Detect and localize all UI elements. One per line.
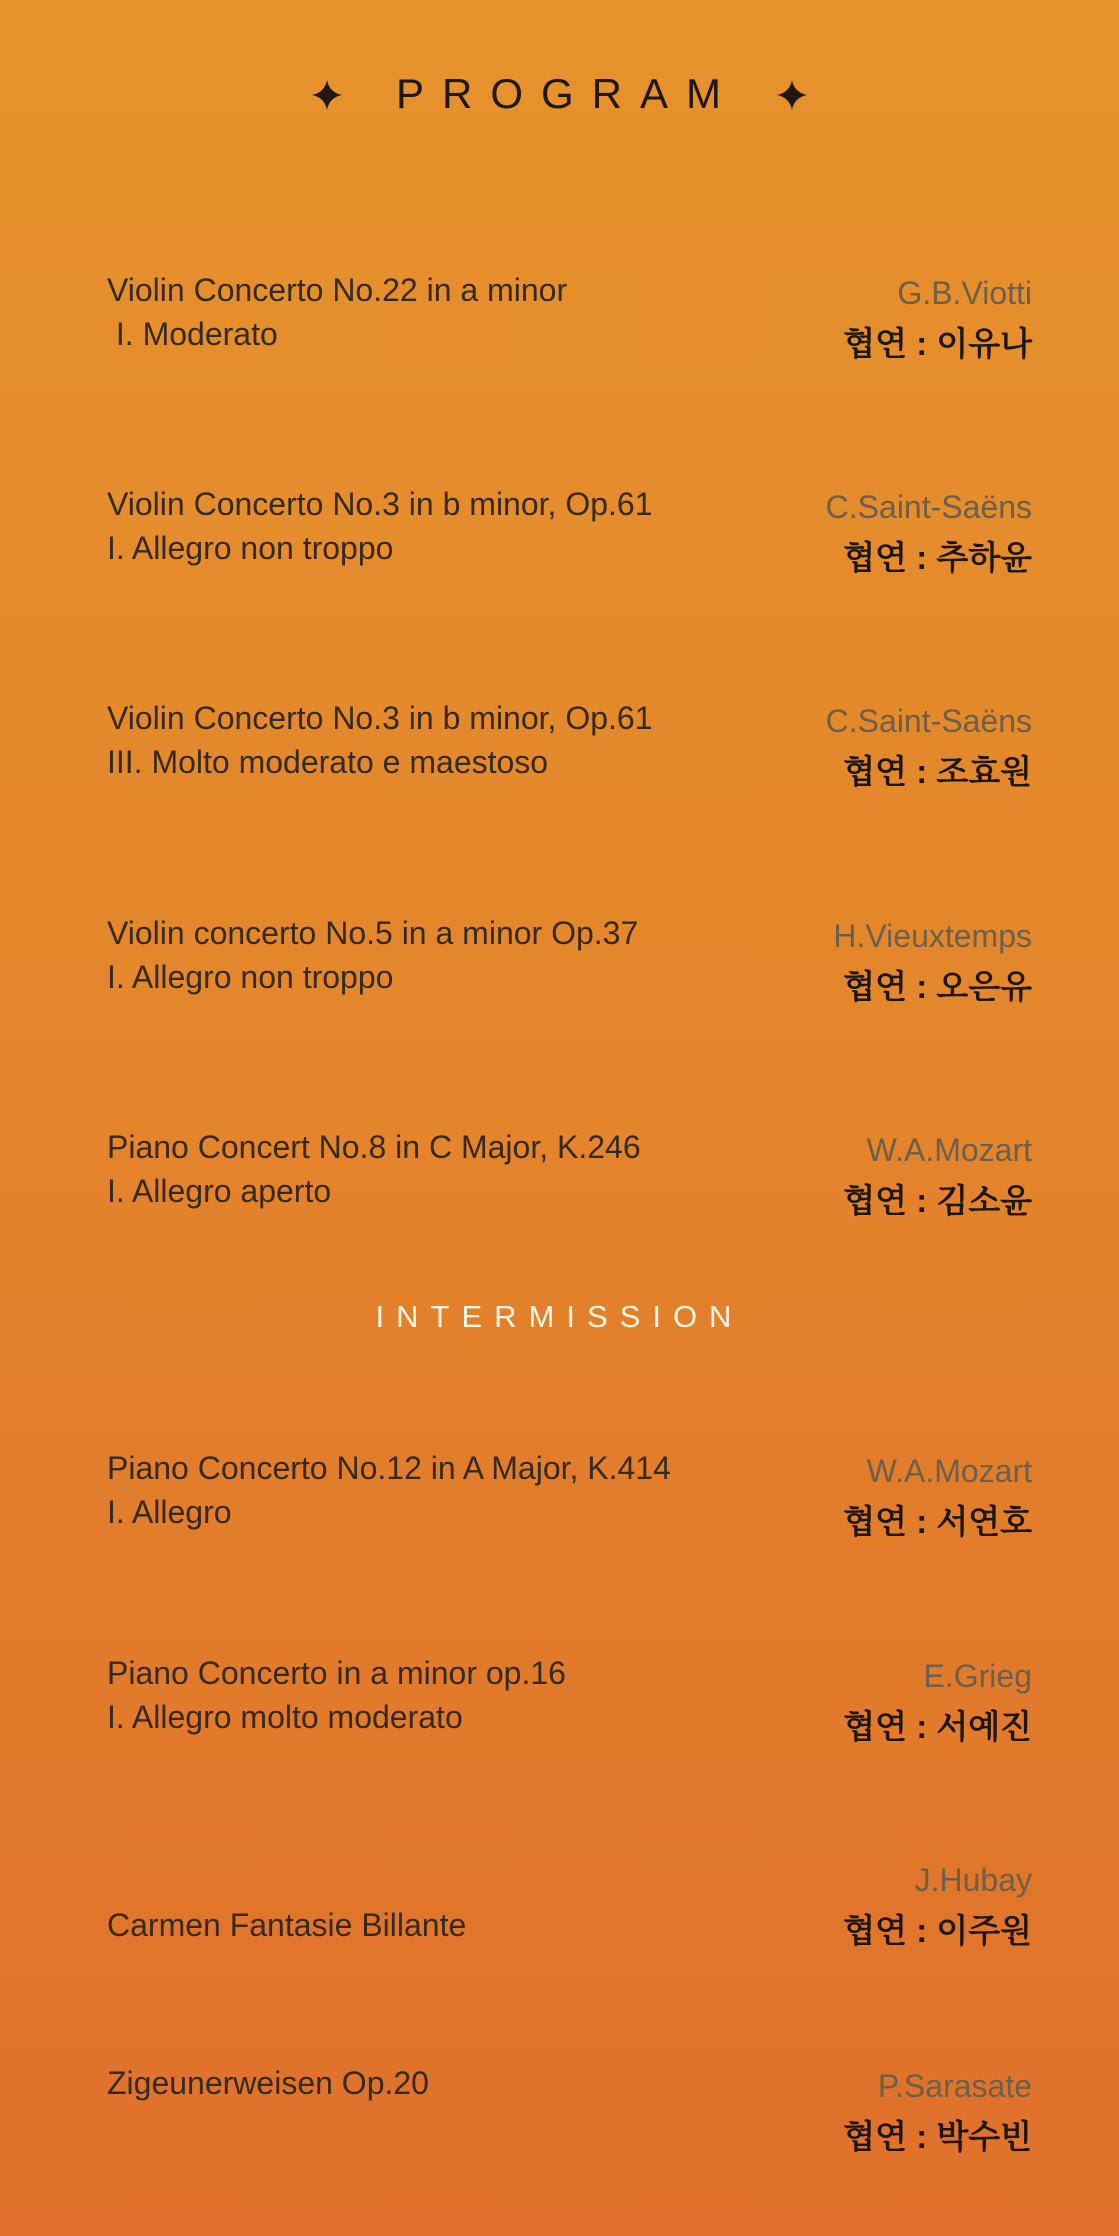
performer-name: 협연 : 이유나 [843,325,1032,362]
artist-info [732,696,1032,798]
composer-name: C.Saint-Saëns [825,489,1032,525]
performer-name: 협연 : 추하윤 [843,539,1032,576]
piece-info [107,268,787,356]
piece-info [107,1651,787,1739]
composer-name: G.B.Viotti [897,275,1032,311]
composer-name: W.A.Mozart [866,1453,1032,1489]
composer-name: P.Sarasate [877,2068,1032,2104]
piece-title: Violin Concerto No.3 in b minor, Op.61 [107,700,653,736]
artist-info [732,268,1032,370]
program-header [0,70,1119,115]
composer-name: C.Saint-Saëns [825,703,1032,739]
piece-movement: I. Allegro non troppo [107,959,394,995]
composer-name: E.Grieg [923,1658,1032,1694]
artist-info [732,1446,1032,1548]
piece-movement: I. Allegro molto moderato [107,1699,463,1735]
composer-name: W.A.Mozart [866,1132,1032,1168]
piece-info [107,482,787,570]
piece-title: Zigeunerweisen Op.20 [107,2065,429,2101]
sparkle-icon [777,75,807,105]
performer-name: 협연 : 이주원 [843,1912,1032,1949]
piece-movement: I. Allegro non troppo [107,530,394,566]
composer-name: H.Vieuxtemps [833,918,1032,954]
performer-name: 협연 : 조효원 [843,753,1032,790]
artist-info [732,2061,1032,2163]
piece-movement: I. Allegro [107,1494,232,1530]
piece-title: Violin concerto No.5 in a minor Op.37 [107,915,639,951]
performer-name: 협연 : 박수빈 [843,2118,1032,2155]
piece-info [107,1125,787,1213]
piece-movement: III. Molto moderato e maestoso [107,744,549,780]
piece-info [107,696,787,784]
piece-info [107,911,787,999]
performer-name: 협연 : 서예진 [843,1708,1032,1745]
piece-info [107,1903,787,1947]
sparkle-icon [312,75,342,105]
intermission-heading: INTERMISSION [375,1299,744,1334]
piece-movement: I. Moderato [107,316,278,352]
piece-info [107,2061,787,2105]
piece-title: Violin Concerto No.3 in b minor, Op.61 [107,486,653,522]
page-title: PROGRAM [395,69,739,117]
piece-movement: I. Allegro aperto [107,1173,332,1209]
piece-info [107,1446,787,1534]
performer-name: 협연 : 오은유 [843,968,1032,1005]
artist-info [732,911,1032,1013]
artist-info [732,1651,1032,1753]
artist-info [732,1125,1032,1227]
piece-title: Piano Concerto No.12 in A Major, K.414 [107,1450,671,1486]
piece-title: Carmen Fantasie Billante [107,1907,467,1943]
performer-name: 협연 : 김소윤 [843,1182,1032,1219]
piece-title: Piano Concerto in a minor op.16 [107,1655,566,1691]
performer-name: 협연 : 서연호 [843,1503,1032,1540]
artist-info [732,482,1032,584]
piece-title: Violin Concerto No.22 in a minor [107,272,568,308]
composer-name: J.Hubay [914,1862,1032,1898]
piece-title: Piano Concert No.8 in C Major, K.246 [107,1129,641,1165]
artist-info [732,1855,1032,1957]
